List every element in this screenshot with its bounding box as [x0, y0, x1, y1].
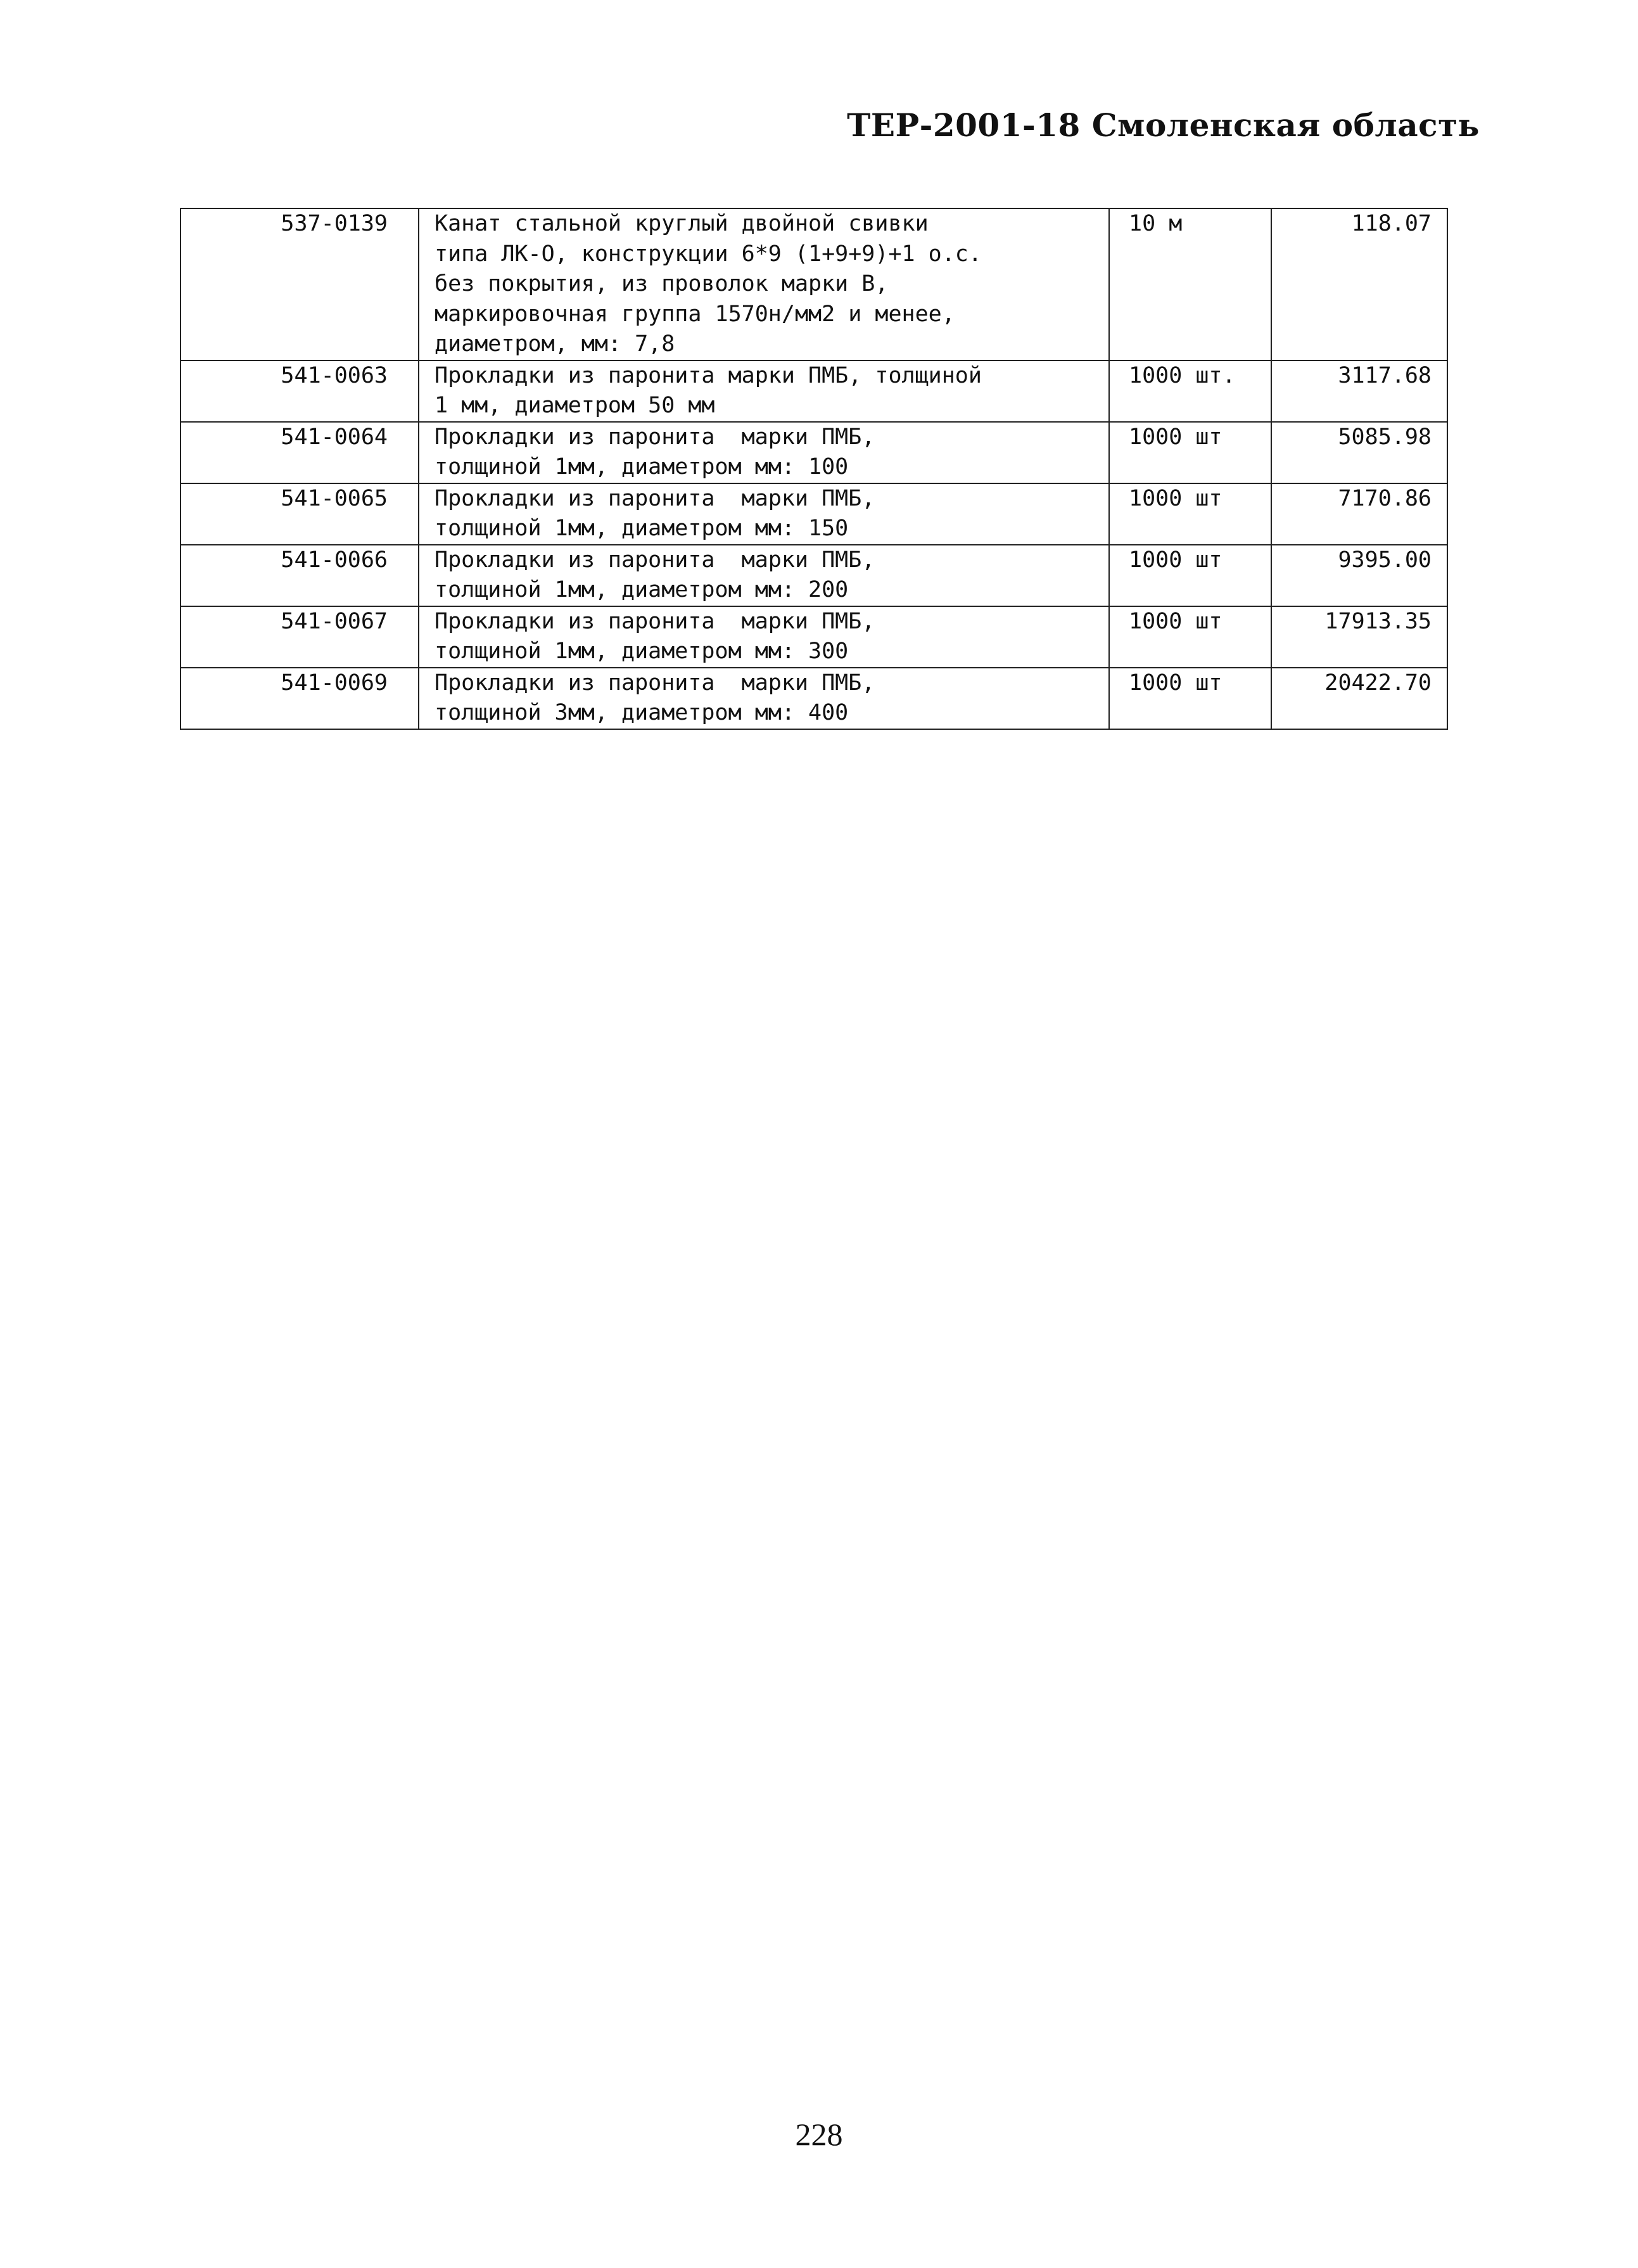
- unit-price: 5085.98: [1271, 422, 1447, 483]
- table-row: [181, 422, 1447, 483]
- unit-price: 17913.35: [1271, 606, 1447, 668]
- page-header-title: ТЕР-2001-18 Смоленская область: [847, 106, 1480, 144]
- resource-description: Прокладки из паронита марки ПМБ, толщиной 1мм, диаметром мм: 100: [419, 422, 1109, 483]
- resource-description: Прокладки из паронита марки ПМБ, толщиной 1мм, диаметром мм: 200: [419, 545, 1109, 606]
- unit-price: 3117.68: [1271, 360, 1447, 422]
- price-table: [180, 208, 1448, 730]
- resource-code: 537-0139: [181, 208, 419, 360]
- unit-price: 20422.70: [1271, 668, 1447, 729]
- unit-price: 118.07: [1271, 208, 1447, 360]
- unit-of-measure: 10 м: [1109, 208, 1271, 360]
- unit-of-measure: 1000 шт: [1109, 545, 1271, 606]
- resource-description: Прокладки из паронита марки ПМБ, толщиной 1 мм, диаметром 50 мм: [419, 360, 1109, 422]
- resource-description: Прокладки из паронита марки ПМБ, толщиной 1мм, диаметром мм: 300: [419, 606, 1109, 668]
- unit-of-measure: 1000 шт: [1109, 606, 1271, 668]
- unit-of-measure: 1000 шт.: [1109, 360, 1271, 422]
- resource-description: Канат стальной круглый двойной свивки типа ЛК-О, конструкции 6*9 (1+9+9)+1 о.с. без покрытия, из проволок марки В, маркировочная группа 1570н/мм2 и менее, диаметром, мм: 7,8: [419, 208, 1109, 360]
- resource-code: 541-0066: [181, 545, 419, 606]
- unit-price: 9395.00: [1271, 545, 1447, 606]
- price-table-body: [181, 208, 1447, 729]
- resource-code: 541-0065: [181, 483, 419, 545]
- table-row: [181, 668, 1447, 729]
- table-row: [181, 545, 1447, 606]
- resource-code: 541-0064: [181, 422, 419, 483]
- resource-code: 541-0063: [181, 360, 419, 422]
- unit-of-measure: 1000 шт: [1109, 483, 1271, 545]
- resource-description: Прокладки из паронита марки ПМБ, толщиной 1мм, диаметром мм: 150: [419, 483, 1109, 545]
- table-row: [181, 606, 1447, 668]
- table-row: [181, 208, 1447, 360]
- unit-of-measure: 1000 шт: [1109, 668, 1271, 729]
- table-row: [181, 483, 1447, 545]
- resource-description: Прокладки из паронита марки ПМБ, толщиной 3мм, диаметром мм: 400: [419, 668, 1109, 729]
- resource-code: 541-0067: [181, 606, 419, 668]
- unit-price: 7170.86: [1271, 483, 1447, 545]
- page-number: 228: [795, 2117, 843, 2152]
- resource-code: 541-0069: [181, 668, 419, 729]
- table-row: [181, 360, 1447, 422]
- unit-of-measure: 1000 шт: [1109, 422, 1271, 483]
